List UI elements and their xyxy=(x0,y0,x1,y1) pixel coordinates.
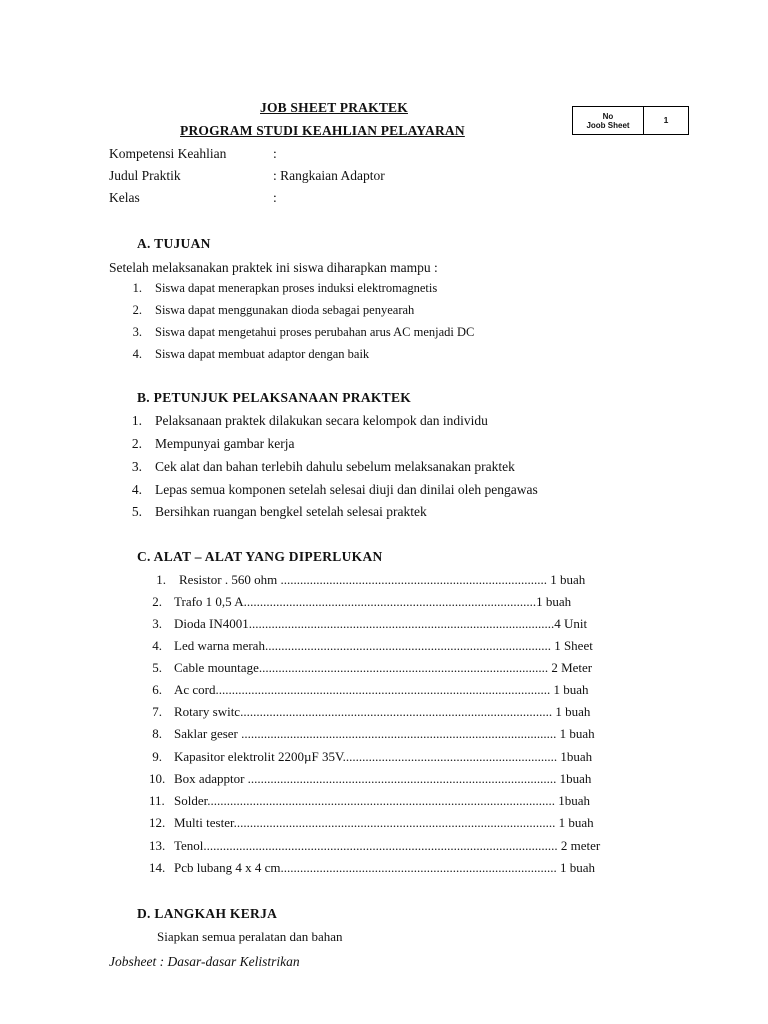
field-kompetensi-label: Kompetensi Keahlian xyxy=(109,146,227,161)
list-item-text: Multi tester................................................................................................... 1 buah xyxy=(174,815,594,830)
list-item-text: Siswa dapat menerapkan proses induksi elektromagnetis xyxy=(155,281,438,295)
list-item-number: 5. xyxy=(152,660,162,675)
list-item-text: Kapasitor elektrolit 2200µF 35V.................................................................. 1buah xyxy=(174,749,593,764)
list-item-number: 4. xyxy=(131,482,142,497)
job-sheet-number-box xyxy=(572,106,689,135)
section-c-heading: C. ALAT – ALAT YANG DIPERLUKAN xyxy=(137,549,383,564)
list-item-number: 1. xyxy=(132,281,142,295)
list-item-number: 6. xyxy=(152,682,162,697)
list-item-number: 13. xyxy=(149,838,166,853)
section-d-heading: D. LANGKAH KERJA xyxy=(137,906,278,921)
list-item-text: Siswa dapat mengetahui proses perubahan arus AC menjadi DC xyxy=(155,325,475,339)
list-item-text: Bersihkan ruangan bengkel setelah selesai praktek xyxy=(155,504,427,519)
list-item-number: 4. xyxy=(152,638,162,653)
list-item-text: Siswa dapat membuat adaptor dengan baik xyxy=(155,347,370,361)
field-judul-value: : Rangkaian Adaptor xyxy=(273,168,385,183)
title-job-sheet: JOB SHEET PRAKTEK xyxy=(260,100,408,115)
section-a-heading: A. TUJUAN xyxy=(137,236,211,251)
list-item-number: 11. xyxy=(149,793,165,808)
title-program-studi: PROGRAM STUDI KEAHLIAN PELAYARAN xyxy=(180,123,465,138)
list-item-number: 10. xyxy=(149,771,166,786)
job-sheet-label-line1: No xyxy=(602,112,614,121)
list-item-number: 8. xyxy=(152,726,162,741)
field-kompetensi-value: : xyxy=(273,146,277,161)
list-item-text: Solder........................................................................................................... 1buah xyxy=(174,793,590,808)
list-item-text: Mempunyai gambar kerja xyxy=(155,436,295,451)
list-item-text: Pelaksanaan praktek dilakukan secara kelompok dan individu xyxy=(155,413,488,428)
list-item-number: 1. xyxy=(156,572,166,587)
list-item-text: Dioda IN4001..............................................................................................4 Unit xyxy=(174,616,588,631)
job-sheet-number-value: 1 xyxy=(663,115,669,125)
list-item-number: 5. xyxy=(131,504,142,519)
section-d-text: Siapkan semua peralatan dan bahan xyxy=(157,929,343,944)
list-item-number: 1. xyxy=(131,413,142,428)
list-item-number: 7. xyxy=(152,704,162,719)
section-a-intro: Setelah melaksanakan praktek ini siswa diharapkan mampu : xyxy=(109,260,438,275)
list-item-text: Led warna merah........................................................................................ 1 Sheet xyxy=(174,638,593,653)
list-item-number: 12. xyxy=(149,815,166,830)
list-item-text: Cek alat dan bahan terlebih dahulu sebelum melaksanakan praktek xyxy=(155,459,515,474)
list-item-text: Saklar geser ................................................................................................. 1 buah xyxy=(174,726,595,741)
list-item-text: Tenol............................................................................................................. 2 meter xyxy=(174,838,601,853)
list-item-text: Ac cord....................................................................................................... 1 buah xyxy=(174,682,589,697)
list-item-number: 2. xyxy=(152,594,162,609)
list-item-number: 14. xyxy=(149,860,166,875)
list-item-number: 2. xyxy=(131,436,142,451)
list-item-text: Rotary switc................................................................................................ 1 buah xyxy=(174,704,591,719)
list-item-number: 3. xyxy=(132,325,142,339)
list-item-text: Lepas semua komponen setelah selesai diuji dan dinilai oleh pengawas xyxy=(155,482,538,497)
list-item-text: Trafo 1 0,5 A..........................................................................................1 buah xyxy=(174,594,572,609)
page-footer: Jobsheet : Dasar-dasar Kelistrikan xyxy=(109,954,300,969)
list-item-text: Siswa dapat menggunakan dioda sebagai penyearah xyxy=(155,303,415,317)
list-item-text: Pcb lubang 4 x 4 cm..................................................................................... 1 buah xyxy=(174,860,596,875)
job-sheet-label-line2: Joob Sheet xyxy=(586,121,630,130)
list-item-text: Resistor . 560 ohm .................................................................................. 1 buah xyxy=(179,572,586,587)
job-sheet-number-label xyxy=(573,107,644,134)
list-item-number: 3. xyxy=(152,616,162,631)
field-judul-label: Judul Praktik xyxy=(109,168,181,183)
list-item-number: 9. xyxy=(152,749,162,764)
list-item-number: 3. xyxy=(131,459,142,474)
list-item-text: Cable mountage......................................................................................... 2 Meter xyxy=(174,660,593,675)
list-item-number: 2. xyxy=(132,303,142,317)
list-item-number: 4. xyxy=(132,347,142,361)
section-b-heading: B. PETUNJUK PELAKSANAAN PRAKTEK xyxy=(137,390,412,405)
list-item-text: Box adapptor ............................................................................................... 1buah xyxy=(174,771,592,786)
field-kelas-value: : xyxy=(273,190,277,205)
field-kelas-label: Kelas xyxy=(109,190,140,205)
